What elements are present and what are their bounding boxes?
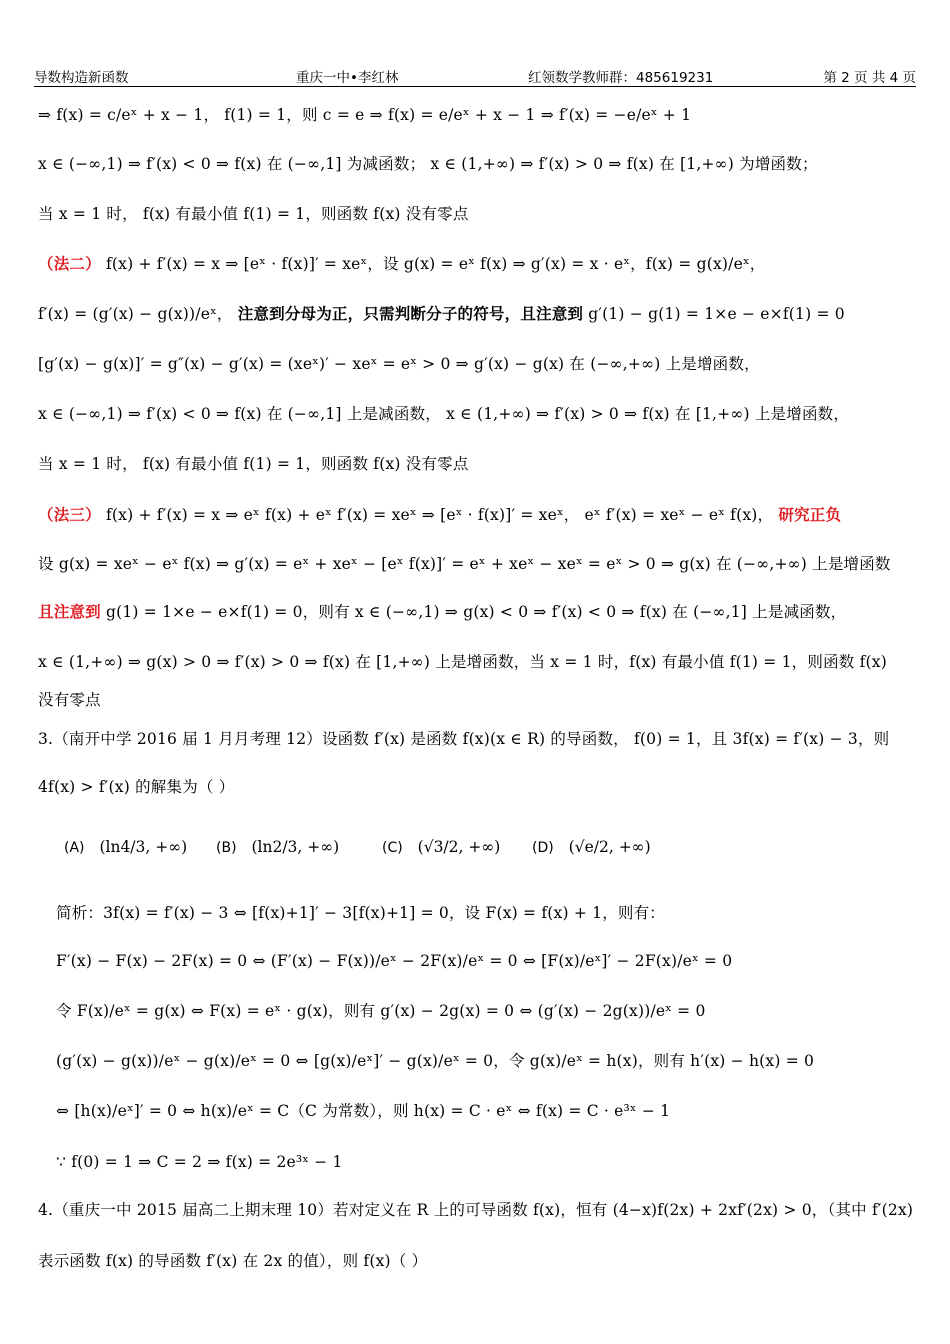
problem-four-stem: 表示函数 f(x) 的导函数 f′(x) 在 2x 的值），则 f(x)（ ）: [38, 1252, 428, 1270]
problem-four-stem: 4.（重庆一中 2015 届高二上期末理 10）若对定义在 R 上的可导函数 f(x)，恒有 (4−x)f(2x) + 2xf′(2x) > 0，（其中 f′(2x): [38, 1201, 914, 1219]
method-three-line: [38, 504, 841, 526]
study-sign-note: 研究正负: [778, 506, 842, 524]
analysis-line: ∵ f(0) = 1 ⇒ C = 2 ⇒ f(x) = 2e³ˣ − 1: [56, 1153, 343, 1171]
option-label: (A): [64, 840, 85, 856]
option-d: [532, 838, 651, 856]
option-value: (√3/2, +∞): [417, 838, 501, 856]
page-header: [34, 64, 916, 87]
method-two-label: （法二）: [38, 255, 101, 273]
method-two-equation: f(x) + f′(x) = x ⇒ [eˣ · f(x)]′ = xeˣ，设 g(x) = eˣ f(x) ⇒ g′(x) = x · eˣ，f(x) = g(x)/eˣ，: [105, 255, 766, 273]
option-c: [382, 838, 500, 856]
sign-note: 注意到分母为正，只需判断分子的符号，且注意到: [237, 305, 584, 323]
analysis-line: ⇔ [h(x)/eˣ]′ = 0 ⇔ h(x)/eˣ = C（C 为常数），则 h(x) = C · eˣ ⇔ f(x) = C · e³ˣ − 1: [56, 1102, 671, 1120]
problem-three-stem: 3.（南开中学 2016 届 1 月月考理 12）设函数 f′(x) 是函数 f(x)(x ∈ R) 的导函数， f(0) = 1，且 3f(x) = f′(x) − 3，则: [38, 730, 890, 748]
solution-line: ⇒ f(x) = c/eˣ + x − 1， f(1) = 1，则 c = e ⇒ f(x) = e/eˣ + x − 1 ⇒ f′(x) = −e/eˣ + 1: [38, 106, 692, 124]
option-value: (ln2/3, +∞): [251, 838, 340, 856]
solution-line: 设 g(x) = xeˣ − eˣ f(x) ⇒ g′(x) = eˣ + xeˣ − [eˣ f(x)]′ = eˣ + xeˣ − xeˣ = eˣ > 0 ⇒ g(x) 在 (−∞,+∞) 上是增函数: [38, 555, 891, 573]
option-value: (√e/2, +∞): [568, 838, 651, 856]
solution-line: 没有零点: [38, 691, 101, 709]
solution-line: x ∈ (−∞,1) ⇒ f′(x) < 0 ⇒ f(x) 在 (−∞,1] 为减函数； x ∈ (1,+∞) ⇒ f′(x) > 0 ⇒ f(x) 在 [1,+∞) 为增函数；: [38, 155, 818, 173]
analysis-line: (g′(x) − g(x))/eˣ − g(x)/eˣ = 0 ⇔ [g(x)/eˣ]′ − g(x)/eˣ = 0，令 g(x)/eˣ = h(x)，则有 h′(x) − h(x) = 0: [56, 1052, 815, 1070]
option-label: (D): [532, 840, 554, 856]
option-label: (C): [382, 840, 403, 856]
derivative-expression: f′(x) = (g′(x) − g(x))/eˣ，: [38, 305, 233, 323]
method-two-line: [38, 303, 845, 325]
solution-line: 当 x = 1 时， f(x) 有最小值 f(1) = 1，则函数 f(x) 没有零点: [38, 205, 469, 223]
option-a: [64, 838, 187, 856]
method-three-label: （法三）: [38, 506, 101, 524]
header-page-number: 第 2 页 共 4 页: [823, 70, 916, 86]
header-group: 红领数学教师群：485619231: [528, 70, 714, 86]
option-label: (B): [216, 840, 237, 856]
solution-line: 当 x = 1 时， f(x) 有最小值 f(1) = 1，则函数 f(x) 没有零点: [38, 455, 469, 473]
also-note-label: 且注意到: [38, 603, 101, 621]
option-value: (ln4/3, +∞): [99, 838, 188, 856]
solution-line: [38, 601, 846, 623]
solution-text: g(1) = 1×e − e×f(1) = 0，则有 x ∈ (−∞,1) ⇒ g(x) < 0 ⇒ f′(x) < 0 ⇒ f(x) 在 (−∞,1] 上是减函数，: [105, 603, 847, 621]
boundary-value: g′(1) − g(1) = 1×e − e×f(1) = 0: [588, 305, 845, 323]
header-topic: 导数构造新函数: [34, 70, 129, 86]
analysis-line: 简析：3f(x) = f′(x) − 3 ⇔ [f(x)+1]′ − 3[f(x)+1] = 0，设 F(x) = f(x) + 1，则有：: [56, 904, 666, 922]
solution-line: x ∈ (1,+∞) ⇒ g(x) > 0 ⇒ f′(x) > 0 ⇒ f(x) 在 [1,+∞) 上是增函数，当 x = 1 时，f(x) 有最小值 f(1) = 1，则函数 f(x): [38, 653, 887, 671]
header-author: 重庆一中•李红林: [296, 70, 399, 86]
solution-line: x ∈ (−∞,1) ⇒ f′(x) < 0 ⇒ f(x) 在 (−∞,1] 上是减函数， x ∈ (1,+∞) ⇒ f′(x) > 0 ⇒ f(x) 在 [1,+∞) 上是增函数，: [38, 405, 850, 423]
solution-line: [g′(x) − g(x)]′ = g″(x) − g′(x) = (xeˣ)′ − xeˣ = eˣ > 0 ⇒ g′(x) − g(x) 在 (−∞,+∞) 上是增函数，: [38, 355, 760, 373]
analysis-line: 令 F(x)/eˣ = g(x) ⇔ F(x) = eˣ · g(x)，则有 g′(x) − 2g(x) = 0 ⇔ (g′(x) − 2g(x))/eˣ = 0: [56, 1002, 706, 1020]
problem-three-stem: 4f(x) > f′(x) 的解集为（ ）: [38, 778, 235, 796]
method-three-equation: f(x) + f′(x) = x ⇒ eˣ f(x) + eˣ f′(x) = xeˣ ⇒ [eˣ · f(x)]′ = xeˣ， eˣ f′(x) = xeˣ − eˣ f(x)，: [105, 506, 774, 524]
analysis-line: F′(x) − F(x) − 2F(x) = 0 ⇔ (F′(x) − F(x))/eˣ − 2F(x)/eˣ = 0 ⇔ [F(x)/eˣ]′ − 2F(x)/eˣ = 0: [56, 952, 733, 970]
option-b: [216, 838, 339, 856]
method-two-line: [38, 253, 765, 275]
